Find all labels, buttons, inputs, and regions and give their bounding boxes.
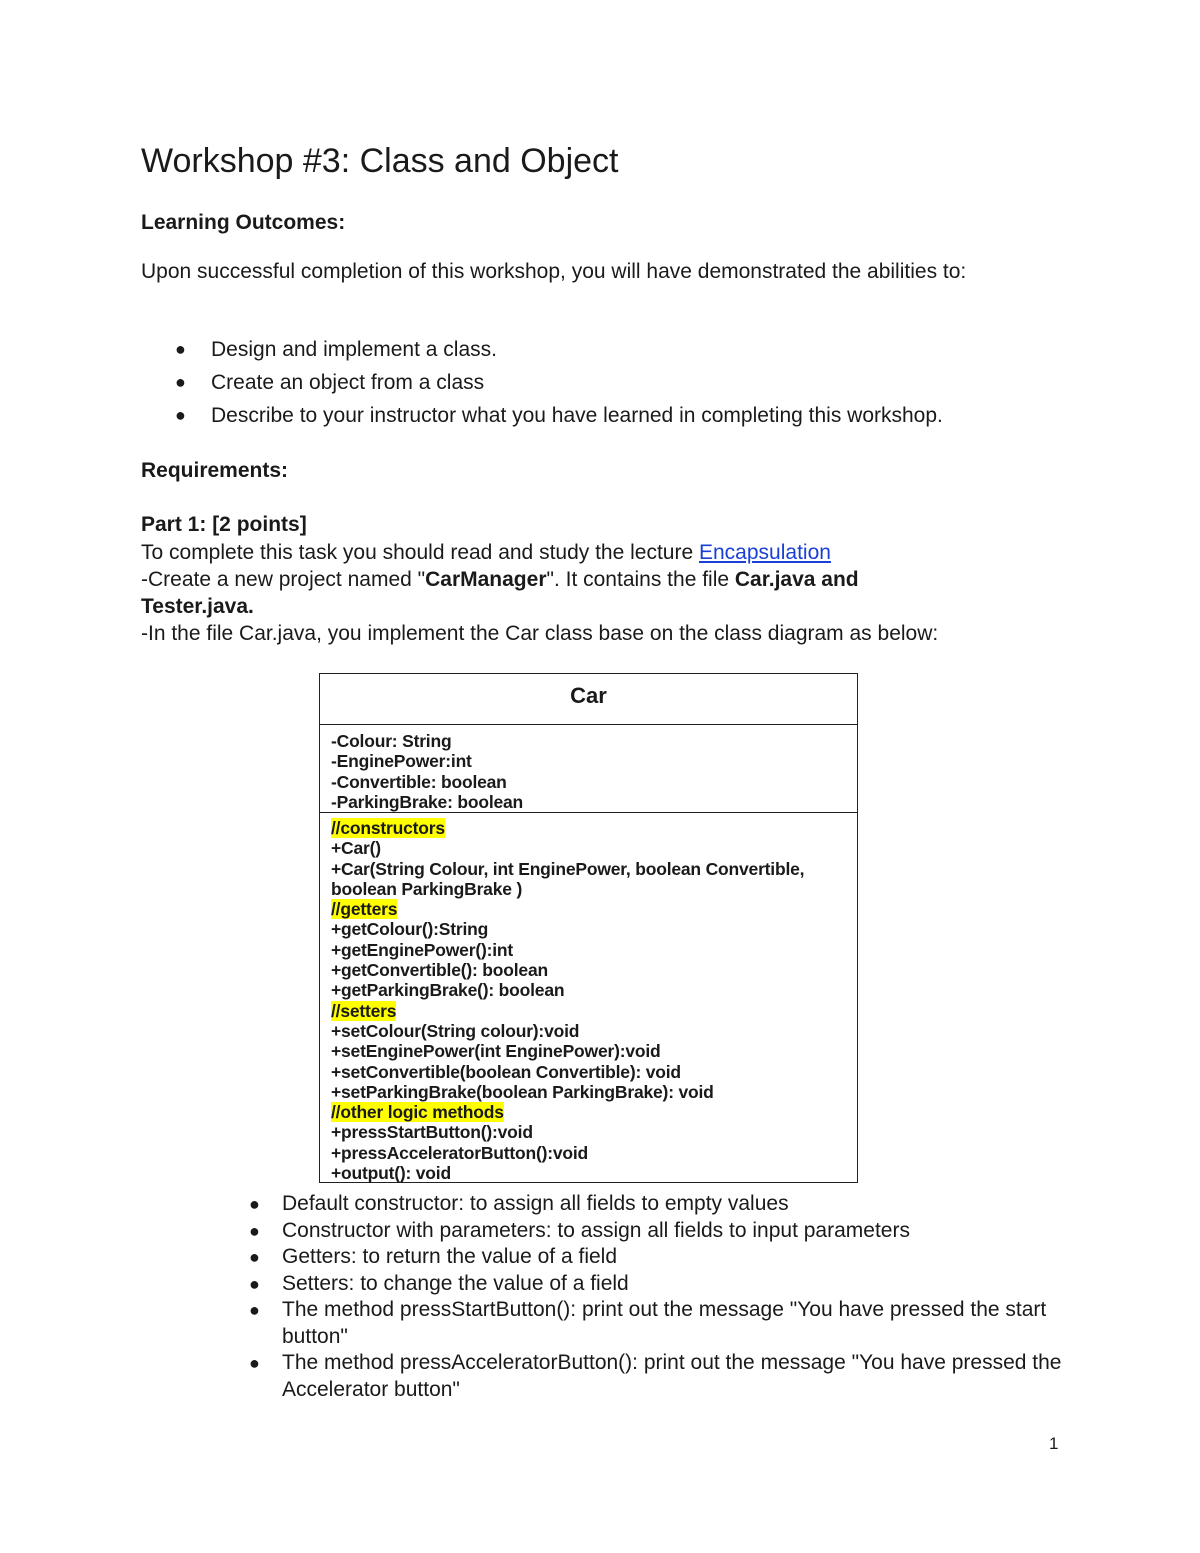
uml-section-comment: //setters xyxy=(331,1000,397,1021)
bullet-icon: ● xyxy=(175,372,186,392)
uml-attribute: -Colour: String xyxy=(331,731,452,751)
list-item: ● Default constructor: to assign all fields to empty values xyxy=(141,1191,1062,1218)
uml-attribute: -ParkingBrake: boolean xyxy=(331,791,524,812)
requirements-line-1: To complete this task you should read and study the lecture Encapsulation xyxy=(141,541,831,564)
uml-methods xyxy=(320,813,857,1183)
requirements-line-2: -Create a new project named "CarManager". It contains the file Car.java and Tester.java. xyxy=(141,568,859,618)
list-item: ● Getters: to return the value of a field xyxy=(141,1244,1062,1271)
bullet-icon: ● xyxy=(249,1300,260,1320)
uml-attributes xyxy=(320,725,857,813)
uml-method: +getConvertible(): boolean xyxy=(331,960,548,981)
uml-method: +getColour():String xyxy=(331,919,489,940)
page-title: Workshop #3: Class and Object xyxy=(141,142,619,180)
list-item: ● The method pressAcceleratorButton(): print out the message "You have pressed the Accelerator button" xyxy=(249,1351,1062,1401)
uml-class-diagram xyxy=(319,673,858,1183)
uml-method: +setParkingBrake(boolean ParkingBrake): void xyxy=(331,1081,714,1102)
uml-section-comment: //getters xyxy=(331,899,398,920)
bullet-icon: ● xyxy=(249,1273,260,1294)
uml-method: +getEnginePower():int xyxy=(331,939,513,960)
requirements-line-3: -In the file Car.java, you implement the Car class base on the class diagram as below: xyxy=(141,622,939,645)
page-number: 1 xyxy=(1049,1434,1059,1453)
uml-method: +setColour(String colour):void xyxy=(331,1020,580,1041)
learning-outcomes-intro: Upon successful completion of this workshop, you will have demonstrated the abilities to: xyxy=(141,260,967,283)
uml-method: +setConvertible(boolean Convertible): void xyxy=(331,1061,681,1082)
uml-method: +setEnginePower(int EnginePower):void xyxy=(331,1041,661,1062)
learning-outcomes-heading: Learning Outcomes: xyxy=(141,211,346,234)
list-item: ● Constructor with parameters: to assign all fields to input parameters xyxy=(141,1218,1062,1245)
list-item: ● The method pressStartButton(): print out the message "You have pressed the start button" xyxy=(249,1298,1047,1348)
uml-method: +pressStartButton():void xyxy=(331,1122,533,1143)
bullet-icon: ● xyxy=(175,405,186,425)
list-item: ● Describe to your instructor what you have learned in completing this workshop. xyxy=(141,399,943,432)
uml-class-name: Car xyxy=(320,674,857,725)
method-notes-list xyxy=(141,1191,1062,1403)
bullet-icon: ● xyxy=(249,1353,260,1373)
encapsulation-link[interactable]: Encapsulation xyxy=(699,541,831,564)
uml-method: +output(): void xyxy=(331,1163,451,1184)
part1-heading: Part 1: [2 points] xyxy=(141,513,307,536)
uml-method: +pressAcceleratorButton():void xyxy=(331,1142,589,1163)
bullet-icon: ● xyxy=(249,1247,260,1267)
list-item: ● Design and implement a class. xyxy=(141,333,943,366)
uml-method: +getParkingBrake(): boolean xyxy=(331,980,565,1001)
uml-method: +Car() xyxy=(331,838,381,859)
uml-method: boolean ParkingBrake ) xyxy=(331,878,523,899)
list-item: ● Setters: to change the value of a field xyxy=(141,1271,1062,1298)
uml-section-comment: //other logic methods xyxy=(331,1102,504,1123)
bullet-icon: ● xyxy=(249,1194,260,1214)
learning-outcomes-list xyxy=(141,333,943,432)
uml-attribute: -EnginePower:int xyxy=(331,751,472,772)
requirements-heading: Requirements: xyxy=(141,459,289,482)
uml-attribute: -Convertible: boolean xyxy=(331,771,507,792)
uml-section-comment: //constructors xyxy=(331,818,445,838)
bullet-icon: ● xyxy=(175,339,186,359)
bullet-icon: ● xyxy=(249,1220,260,1241)
list-item: ● Create an object from a class xyxy=(141,366,943,399)
uml-method: +Car(String Colour, int EnginePower, boolean Convertible, xyxy=(331,858,805,879)
